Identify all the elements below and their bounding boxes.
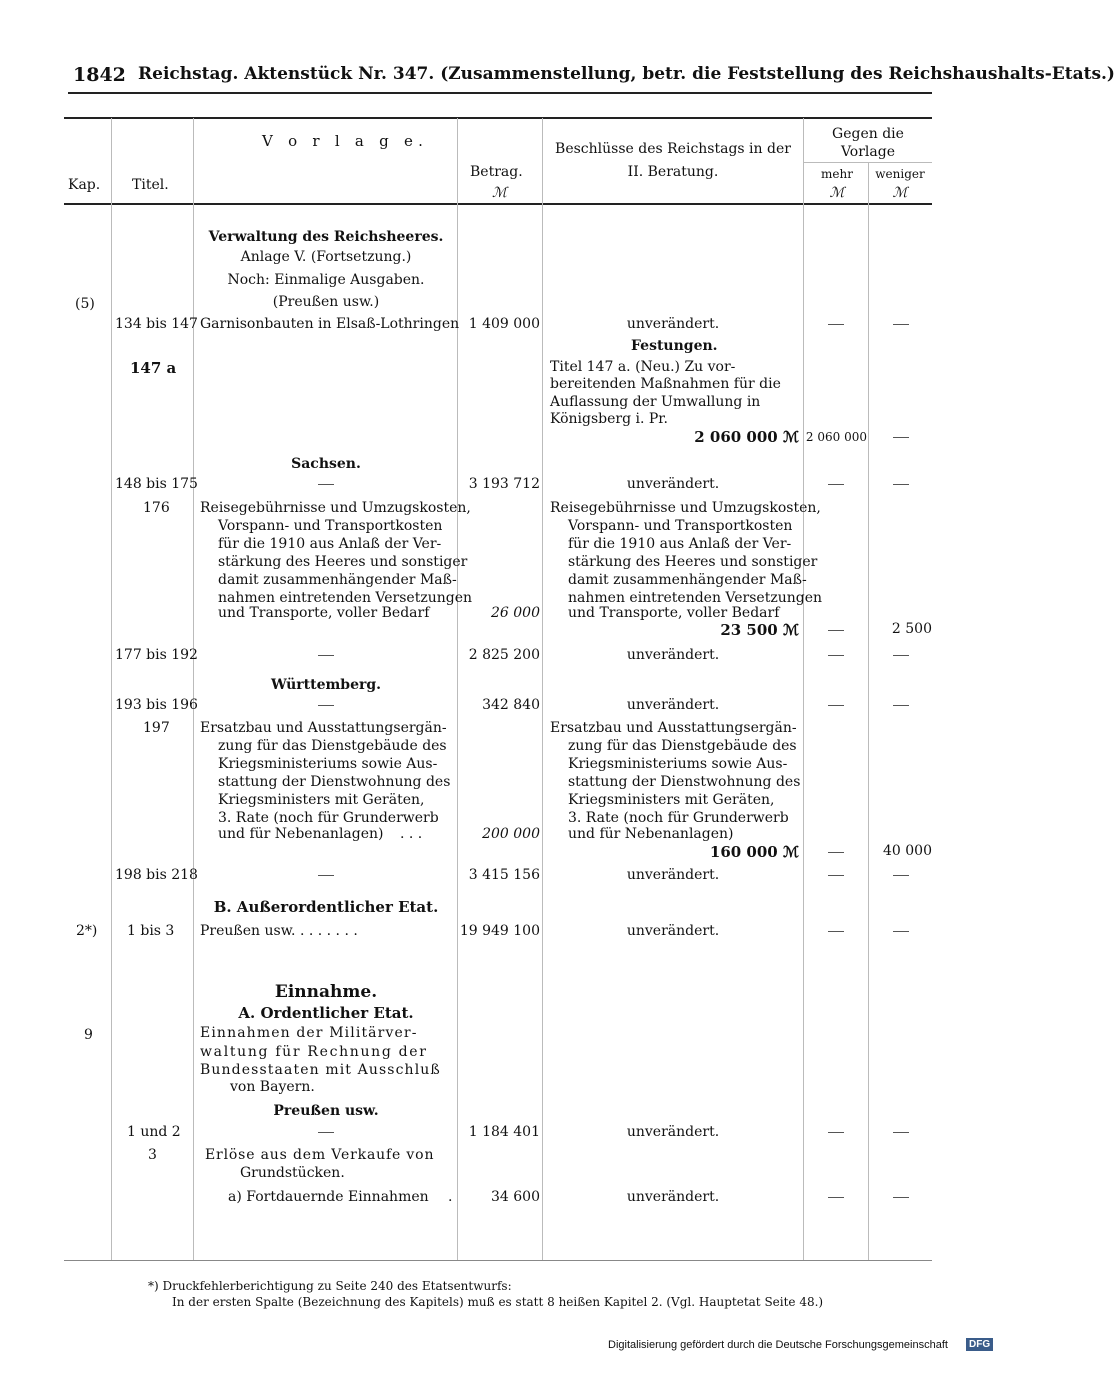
text-147a-4: Königsberg i. Pr.	[550, 411, 668, 427]
beschluss-197-7: und für Nebenanlagen)	[568, 826, 734, 842]
beschluss-134-147: unverändert.	[626, 316, 720, 332]
beschluss-198-218: unverändert.	[626, 867, 720, 883]
dash-weniger-1	[893, 931, 909, 932]
betrag-176: 26 000	[491, 605, 540, 621]
titel-1-2: 1 und 2	[127, 1124, 181, 1140]
text-176-5: damit zusammenhängender Maß-	[218, 572, 457, 588]
text-176-1: Reisegebührnisse und Umzugskosten,	[200, 500, 471, 516]
einnahmen-1: Einnahmen der Militärver-	[200, 1025, 418, 1041]
header-beschluesse-2: II. Beratung.	[627, 164, 719, 180]
header-kap: Kap.	[68, 177, 101, 193]
col-sep-mehr	[868, 162, 869, 1260]
section-ordentlich: A. Ordentlicher Etat.	[238, 1004, 414, 1022]
text-197-2: zung für das Dienstgebäude des	[218, 738, 447, 754]
col-sep-beschluss	[803, 118, 804, 1260]
dash-vorlage-1-2	[318, 1132, 334, 1133]
col-sep-kap	[111, 118, 112, 1260]
table-bottom-rule	[64, 1260, 932, 1261]
dash-vorlage-193	[318, 705, 334, 706]
titel-3: 3	[148, 1147, 157, 1163]
dash-weniger-148	[893, 484, 909, 485]
weniger-197: 40 000	[883, 843, 932, 859]
beschluss-1-3: unverändert.	[626, 923, 720, 939]
einnahmen-4: von Bayern.	[230, 1079, 315, 1095]
header-beschluesse-1: Beschlüsse des Reichstags in der	[555, 141, 791, 157]
section-wuerttemberg: Württemberg.	[270, 677, 382, 693]
dash-vorlage-198	[318, 875, 334, 876]
section-sachsen: Sachsen.	[291, 456, 361, 472]
mehr-147a: 2 060 000	[805, 430, 867, 444]
dash-weniger-193	[893, 705, 909, 706]
dash-mehr-148	[828, 484, 844, 485]
preussen-line-2: Preußen usw.	[273, 1103, 379, 1119]
header-weniger-unit: ℳ	[892, 185, 908, 201]
beschluss-176-6: nahmen eintretenden Versetzungen	[568, 590, 823, 606]
dots-197: . . .	[400, 826, 423, 842]
noch-line: Noch: Einmalige Ausgaben.	[227, 272, 425, 288]
betrag-1-3: 19 949 100	[459, 923, 540, 939]
betrag-1-2: 1 184 401	[468, 1124, 540, 1140]
beschluss-197-2: zung für das Dienstgebäude des	[568, 738, 797, 754]
table-top-rule	[64, 117, 932, 119]
kap-2: 2*)	[76, 923, 98, 939]
beschluss-3a: unverändert.	[626, 1189, 720, 1205]
sum-176: 23 500 ℳ	[720, 621, 799, 639]
text-176-7: und Transporte, voller Bedarf	[218, 605, 430, 621]
titel-147a: 147 a	[130, 359, 177, 377]
betrag-197: 200 000	[482, 826, 540, 842]
beschluss-197-1: Ersatzbau und Ausstattungsergän-	[550, 720, 797, 736]
dash-weniger-134	[893, 324, 909, 325]
text-3-2: Grundstücken.	[240, 1165, 345, 1181]
sum-147a: 2 060 000 ℳ	[694, 428, 799, 446]
titel-198-218: 198 bis 218	[115, 867, 198, 883]
section-verwaltung: Verwaltung des Reichsheeres.	[208, 229, 444, 245]
col-sep-titel	[193, 118, 194, 1260]
dash-mehr-193	[828, 705, 844, 706]
table-header-rule	[64, 203, 932, 205]
dash-mehr-176	[828, 630, 844, 631]
betrag-148-175: 3 193 712	[468, 476, 540, 492]
titel-148-175: 148 bis 175	[115, 476, 198, 492]
beschluss-148-175: unverändert.	[626, 476, 720, 492]
einnahmen-2: waltung für Rechnung der	[200, 1044, 428, 1060]
beschluss-197-6: 3. Rate (noch für Grunderwerb	[568, 810, 789, 826]
running-title: Reichstag. Aktenstück Nr. 347. (Zusammenstellung, betr. die Feststellung des Reichshaushalts-Etats.)	[138, 64, 1115, 84]
preussen-line-1: (Preußen usw.)	[272, 294, 380, 310]
dash-mehr-1	[828, 931, 844, 932]
col-sep-betrag	[542, 118, 543, 1260]
beschluss-193-196: unverändert.	[626, 697, 720, 713]
betrag-198-218: 3 415 156	[468, 867, 540, 883]
page-number: 1842	[73, 64, 126, 86]
text-176-2: Vorspann- und Transportkosten	[218, 518, 443, 534]
dots-3a: .	[448, 1189, 453, 1205]
sum-197: 160 000 ℳ	[709, 843, 799, 861]
beschluss-197-4: stattung der Dienstwohnung des	[568, 774, 801, 790]
text-197-7: und für Nebenanlagen)	[218, 826, 384, 842]
dash-mehr-1-2	[828, 1132, 844, 1133]
beschluss-1-2: unverändert.	[626, 1124, 720, 1140]
text-1-3: Preußen usw. . . . . . . .	[200, 923, 358, 939]
dash-mehr-197	[828, 852, 844, 853]
header-mehr: mehr	[821, 167, 853, 181]
text-176-3: für die 1910 aus Anlaß der Ver-	[218, 536, 442, 552]
beschluss-176-3: für die 1910 aus Anlaß der Ver-	[568, 536, 792, 552]
titel-1-3: 1 bis 3	[127, 923, 175, 939]
beschluss-176-1: Reisegebührnisse und Umzugskosten,	[550, 500, 821, 516]
kap-9: 9	[84, 1027, 93, 1043]
dash-mehr-177	[828, 655, 844, 656]
anlage-line: Anlage V. (Fortsetzung.)	[240, 249, 412, 265]
text-197-4: stattung der Dienstwohnung des	[218, 774, 451, 790]
header-weniger: weniger	[875, 167, 925, 181]
dash-weniger-1-2	[893, 1132, 909, 1133]
beschluss-177-192: unverändert.	[626, 647, 720, 663]
einnahmen-3: Bundesstaaten mit Ausschluß	[200, 1062, 441, 1078]
text-134-147: Garnisonbauten in Elsaß-Lothringen	[200, 316, 460, 332]
header-vorlage: V o r l a g e.	[262, 132, 429, 150]
text-147a-1: Titel 147 a. (Neu.) Zu vor-	[550, 359, 736, 375]
betrag-193-196: 342 840	[482, 697, 540, 713]
beschluss-176-7: und Transporte, voller Bedarf	[568, 605, 780, 621]
dfg-credit: Digitalisierung gefördert durch die Deutsche Forschungsgemeinschaft	[608, 1339, 948, 1351]
text-197-6: 3. Rate (noch für Grunderwerb	[218, 810, 439, 826]
header-mehr-unit: ℳ	[829, 185, 845, 201]
header-betrag: Betrag.	[470, 164, 523, 180]
titel-197: 197	[143, 720, 170, 736]
dash-vorlage-148	[318, 484, 334, 485]
text-3a: a) Fortdauernde Einnahmen	[228, 1189, 429, 1205]
text-197-1: Ersatzbau und Ausstattungsergän-	[200, 720, 447, 736]
dash-mehr-134	[828, 324, 844, 325]
beschluss-197-3: Kriegsministeriums sowie Aus-	[568, 756, 788, 772]
dash-weniger-198	[893, 875, 909, 876]
footnote-1: *) Druckfehlerberichtigung zu Seite 240 des Etatsentwurfs:	[148, 1279, 512, 1293]
betrag-177-192: 2 825 200	[468, 647, 540, 663]
betrag-3a: 34 600	[491, 1189, 540, 1205]
text-176-6: nahmen eintretenden Versetzungen	[218, 590, 473, 606]
gegen-subrule	[803, 162, 932, 163]
beschluss-176-4: stärkung des Heeres und sonstiger	[568, 554, 818, 570]
header-titel: Titel.	[132, 177, 169, 193]
header-gegen-1: Gegen die	[832, 126, 904, 142]
dash-weniger-177	[893, 655, 909, 656]
col-sep-vorlage	[457, 118, 458, 1260]
text-147a-3: Auflassung der Umwallung in	[550, 394, 761, 410]
titel-177-192: 177 bis 192	[115, 647, 198, 663]
header-gegen-2: Vorlage	[840, 144, 896, 160]
text-147a-2: bereitenden Maßnahmen für die	[550, 376, 781, 392]
dash-vorlage-177	[318, 655, 334, 656]
dash-mehr-198	[828, 875, 844, 876]
text-197-3: Kriegsministeriums sowie Aus-	[218, 756, 438, 772]
footnote-2: In der ersten Spalte (Bezeichnung des Kapitels) muß es statt 8 heißen Kapitel 2. (Vgl. Hauptetat Seite 48.)	[172, 1295, 824, 1309]
beschluss-176-5: damit zusammenhängender Maß-	[568, 572, 807, 588]
dash-weniger-147a	[893, 437, 909, 438]
beschluss-197-5: Kriegsministers mit Geräten,	[568, 792, 775, 808]
titel-176: 176	[143, 500, 170, 516]
dash-mehr-3a	[828, 1197, 844, 1198]
text-197-5: Kriegsministers mit Geräten,	[218, 792, 425, 808]
weniger-176: 2 500	[891, 621, 932, 637]
beschluss-176-2: Vorspann- und Transportkosten	[568, 518, 793, 534]
text-3-1: Erlöse aus dem Verkaufe von	[205, 1147, 435, 1163]
section-einnahme: Einnahme.	[274, 982, 378, 1002]
dash-weniger-3a	[893, 1197, 909, 1198]
text-176-4: stärkung des Heeres und sonstiger	[218, 554, 468, 570]
section-festungen: Festungen.	[631, 338, 718, 354]
header-betrag-unit: ℳ	[492, 185, 507, 201]
kap-5: (5)	[75, 296, 95, 312]
titel-193-196: 193 bis 196	[115, 697, 198, 713]
head-rule	[68, 92, 932, 94]
betrag-134-147: 1 409 000	[468, 316, 540, 332]
titel-134-147: 134 bis 147	[115, 316, 198, 332]
dfg-logo: DFG	[966, 1338, 993, 1351]
section-ausserordentlich: B. Außerordentlicher Etat.	[213, 898, 439, 916]
